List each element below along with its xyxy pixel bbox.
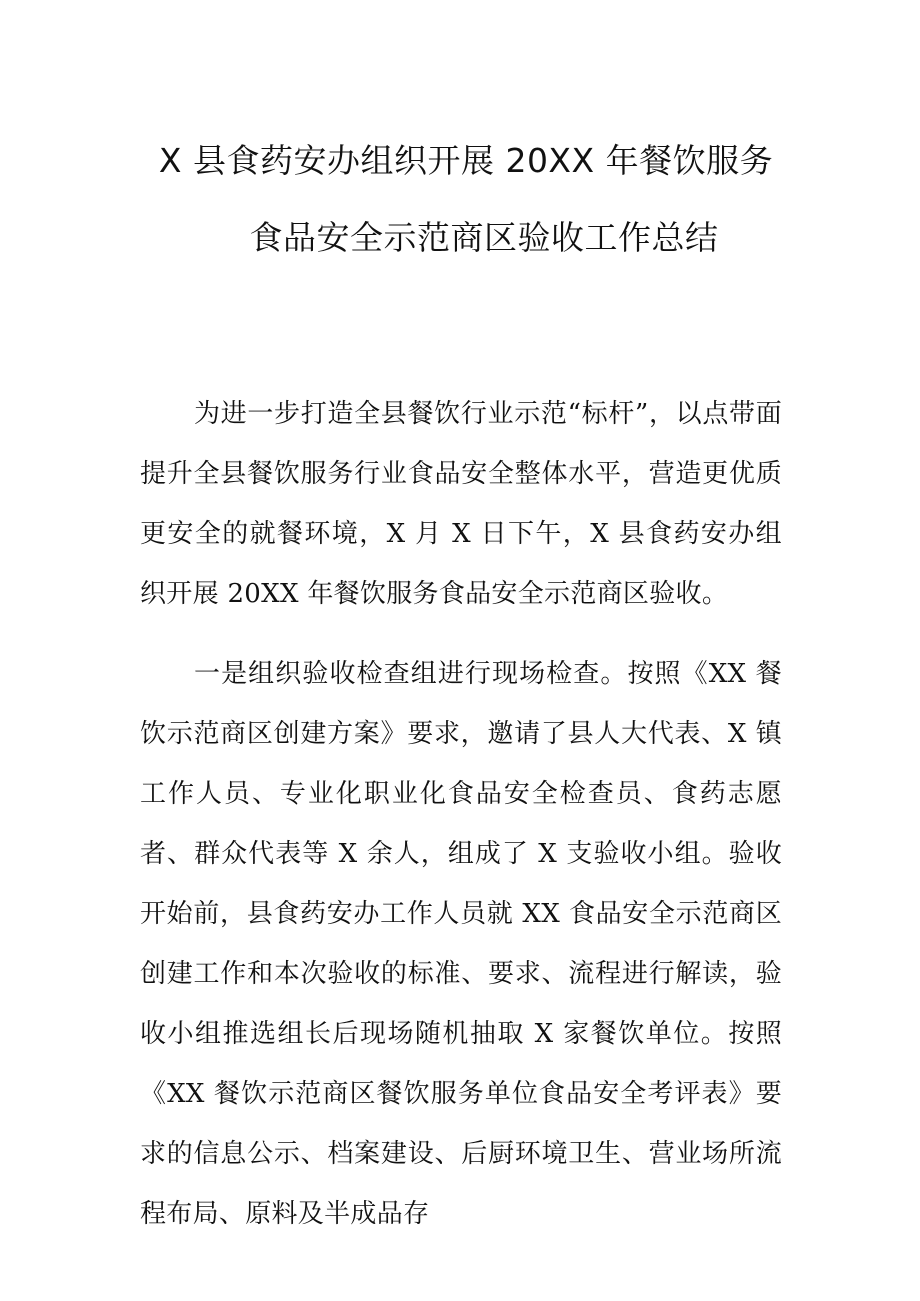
document-title-line-1: X 县食药安办组织开展 20XX 年餐饮服务 <box>158 141 774 180</box>
paragraph-inspection: 一是组织验收检查组进行现场检查。按照《XX 餐饮示范商区创建方案》要求，邀请了县人大代表、X 镇工作人员、专业化职业化食品安全检查员、食药志愿者、群众代表等 X 余人，组成了 X 支验收小组。验收开始前，县食药安办工作人员就 XX 食品安全示范商区创建工作和本次验收的标准、要求、流程进行解读，验收小组推选组长后现场随机抽取 X 家餐饮单位。按照《XX 餐饮示范商区餐饮服务单位食品安全考评表》要求的信息公示、档案建设、后厨环境卫生、营业场所流程布局、原料及半成品存 <box>140 659 782 1229</box>
document-title-line-2: 食品安全示范商区验收工作总结 <box>249 218 719 257</box>
paragraph-intro: 为进一步打造全县餐饮行业示范“标杆”，以点带面提升全县餐饮服务行业食品安全整体水平，营造更优质更安全的就餐环境，X 月 X 日下午，X 县食药安办组织开展 20XX 年餐饮服务食品安全示范商区验收。 <box>140 399 782 609</box>
